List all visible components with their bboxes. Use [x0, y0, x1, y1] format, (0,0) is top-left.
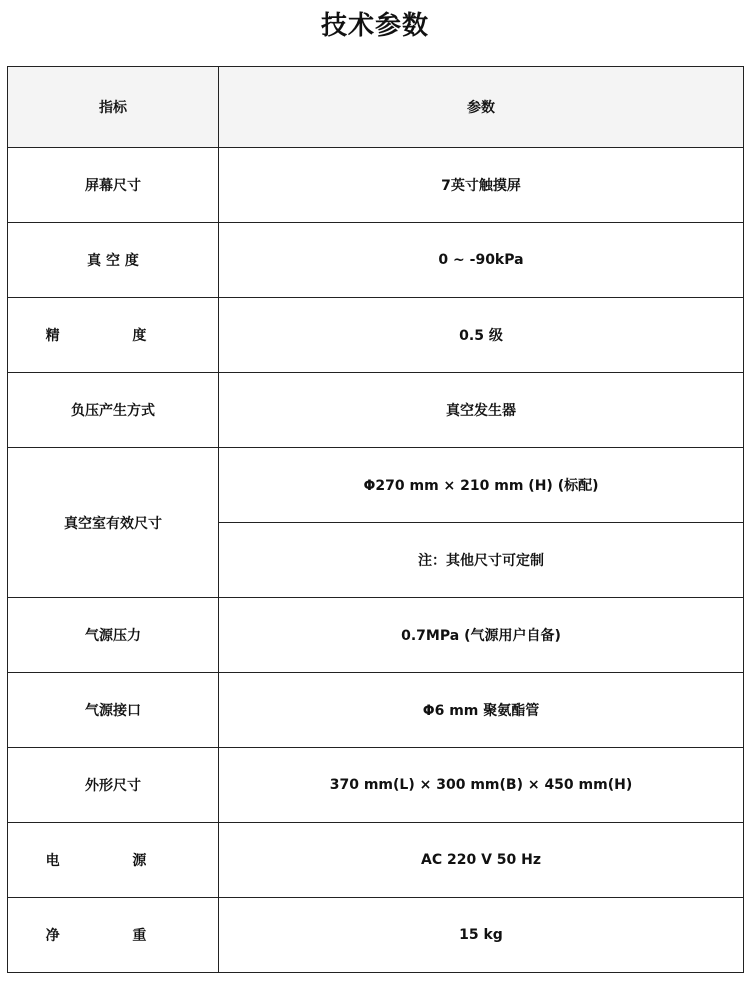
table-row [8, 448, 744, 523]
row-label: 净 重 [8, 898, 219, 973]
page-title: 技术参数 [320, 11, 429, 41]
row-label: 气源接口 [8, 673, 219, 748]
table-row [8, 373, 744, 448]
row-value: 370 mm(L) × 300 mm(B) × 450 mm(H) [219, 748, 744, 823]
row-label: 真 空 度 [8, 223, 219, 298]
table-row [8, 823, 744, 898]
row-value: Φ270 mm × 210 mm (H) (标配) [219, 448, 744, 523]
table-row [8, 298, 744, 373]
row-label: 真空室有效尺寸 [8, 448, 219, 598]
row-value: 15 kg [219, 898, 744, 973]
row-value: 真空发生器 [219, 373, 744, 448]
row-value: AC 220 V 50 Hz [219, 823, 744, 898]
header-indicator: 指标 [8, 67, 219, 148]
row-label: 电 源 [8, 823, 219, 898]
table-row [8, 223, 744, 298]
row-label: 屏幕尺寸 [8, 148, 219, 223]
header-parameter: 参数 [219, 67, 744, 148]
table-row [8, 148, 744, 223]
row-label: 气源压力 [8, 598, 219, 673]
table-row [8, 898, 744, 973]
row-value: 0.5 级 [219, 298, 744, 373]
table-row [8, 748, 744, 823]
row-value: Φ6 mm 聚氨酯管 [219, 673, 744, 748]
row-value: 7英寸触摸屏 [219, 148, 744, 223]
table-row [8, 673, 744, 748]
row-label: 负压产生方式 [8, 373, 219, 448]
spec-table [7, 66, 744, 973]
row-value: 0 ~ -90kPa [219, 223, 744, 298]
row-value: 0.7MPa (气源用户自备) [219, 598, 744, 673]
row-label: 精 度 [8, 298, 219, 373]
row-label: 外形尺寸 [8, 748, 219, 823]
table-header-row [8, 67, 744, 148]
row-value-note: 注：其他尺寸可定制 [219, 523, 744, 598]
table-row [8, 598, 744, 673]
